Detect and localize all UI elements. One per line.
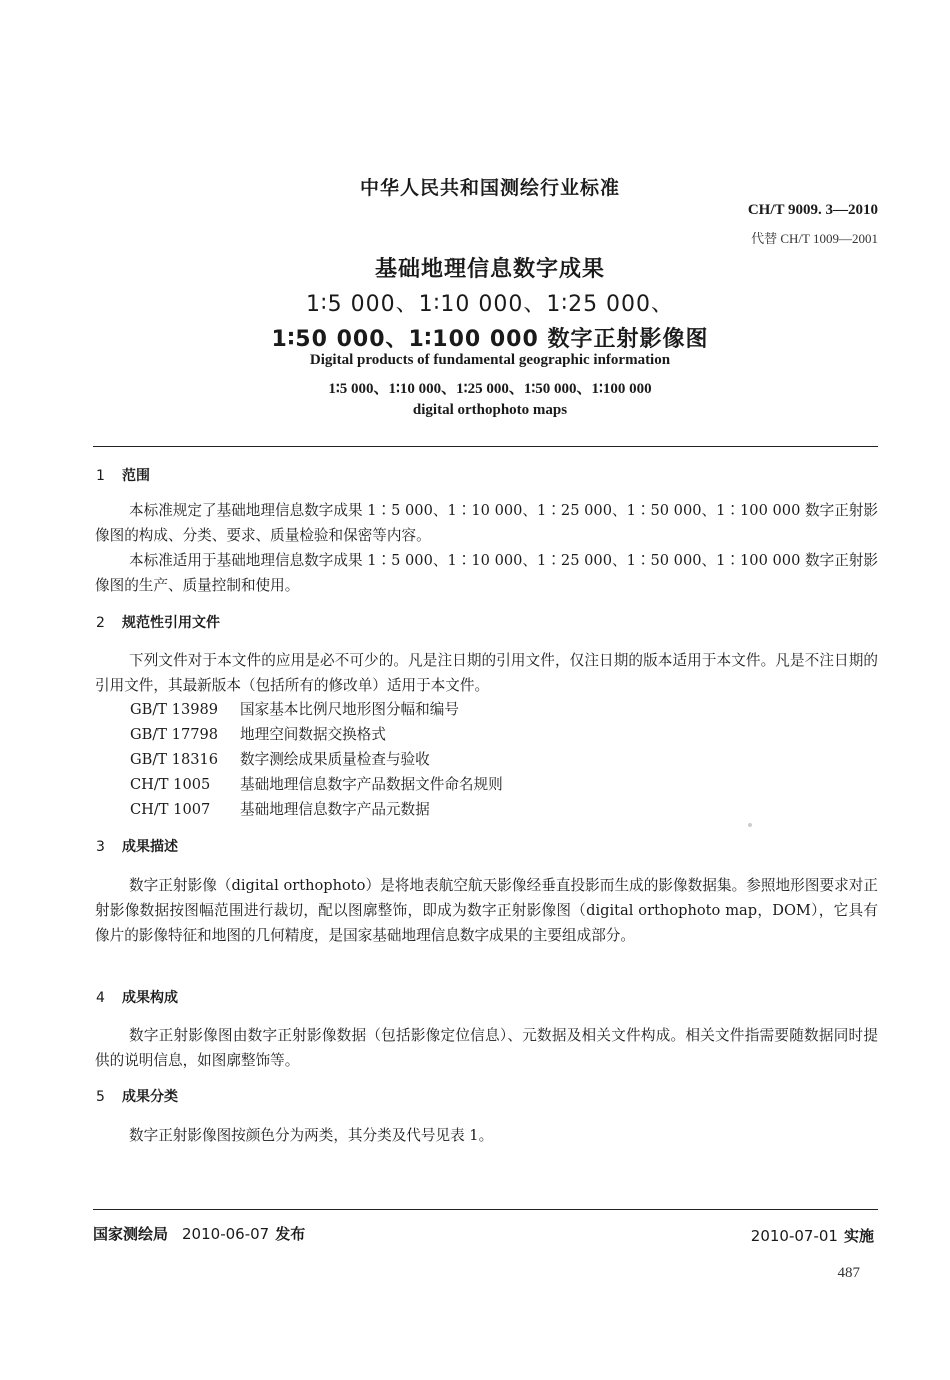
page-number: 487 [837,1265,860,1281]
title-cn-line-3: 1∶50 000、1∶100 000 数字正射影像图 [271,327,709,352]
title-en-line-1: Digital products of fundamental geographic information [309,352,671,368]
section-1-paragraph-2: 本标准适用于基础地理信息数字成果 1∶5 000、1∶10 000、1∶25 000、1∶50 000、1∶100 000 数字正射影像图的生产、质量控制和使用。 [95,552,878,594]
section-5-heading: 5 成果分类 [96,1089,178,1105]
section-3-heading: 3 成果描述 [96,839,178,855]
section-4-paragraph-1: 数字正射影像图由数字正射影像数据（包括影像定位信息）、元数据及相关文件构成。相关文件指需要随数据同时提供的说明信息，如图廓整饰等。 [95,1027,878,1069]
footer-divider [93,1209,878,1210]
header-title: 中华人民共和国测绘行业标准 [359,177,620,199]
footer-effective: 2010-07-01 实施 [750,1227,874,1245]
section-1-heading: 1 范围 [96,468,150,484]
scan-smudge [748,823,752,827]
reference-item: GB/T 18316 数字测绘成果质量检查与验收 [130,751,430,768]
standard-replaces: 代替 CH/T 1009—2001 [751,231,878,246]
title-en-line-3: digital orthophoto maps [412,402,568,418]
section-2-paragraph-1: 下列文件对于本文件的应用是必不可少的。凡是注日期的引用文件，仅注日期的版本适用于本文件。凡是不注日期的引用文件，其最新版本（包括所有的修改单）适用于本文件。 [95,652,878,694]
reference-item: GB/T 17798 地理空间数据交换格式 [130,726,386,743]
section-5-paragraph-1: 数字正射影像图按颜色分为两类，其分类及代号见表 1。 [129,1127,494,1144]
section-1-paragraph-1: 本标准规定了基础地理信息数字成果 1∶5 000、1∶10 000、1∶25 000、1∶50 000、1∶100 000 数字正射影像图的构成、分类、要求、质量检验和保密等内容。 [95,502,878,544]
section-2-heading: 2 规范性引用文件 [96,615,220,631]
footer-issuer: 国家测绘局 2010-06-07 发布 [93,1225,306,1243]
title-en-line-2: 1∶5 000、1∶10 000、1∶25 000、1∶50 000、1∶100 000 [328,381,652,397]
section-3-paragraph-1: 数字正射影像（digital orthophoto）是将地表航空航天影像经垂直投影而生成的影像数据集。参照地形图要求对正射影像数据按图幅范围进行裁切，配以图廓整饰，即成为数字正射影像图（digital orthophoto map，DOM），它具有像片的影像特征和地图的几何精度，是国家基础地理信息数字成果的主要组成部分。 [95,877,878,944]
reference-item: CH/T 1007 基础地理信息数字产品元数据 [130,801,430,818]
section-4-heading: 4 成果构成 [96,990,178,1006]
header-divider [93,446,878,447]
standard-number: CH/T 9009. 3—2010 [747,202,878,218]
reference-item: CH/T 1005 基础地理信息数字产品数据文件命名规则 [130,776,503,793]
title-cn-line-1: 基础地理信息数字成果 [374,257,605,282]
reference-item: GB/T 13989 国家基本比例尺地形图分幅和编号 [130,701,459,718]
title-cn-line-2: 1∶5 000、1∶10 000、1∶25 000、 [305,292,675,317]
